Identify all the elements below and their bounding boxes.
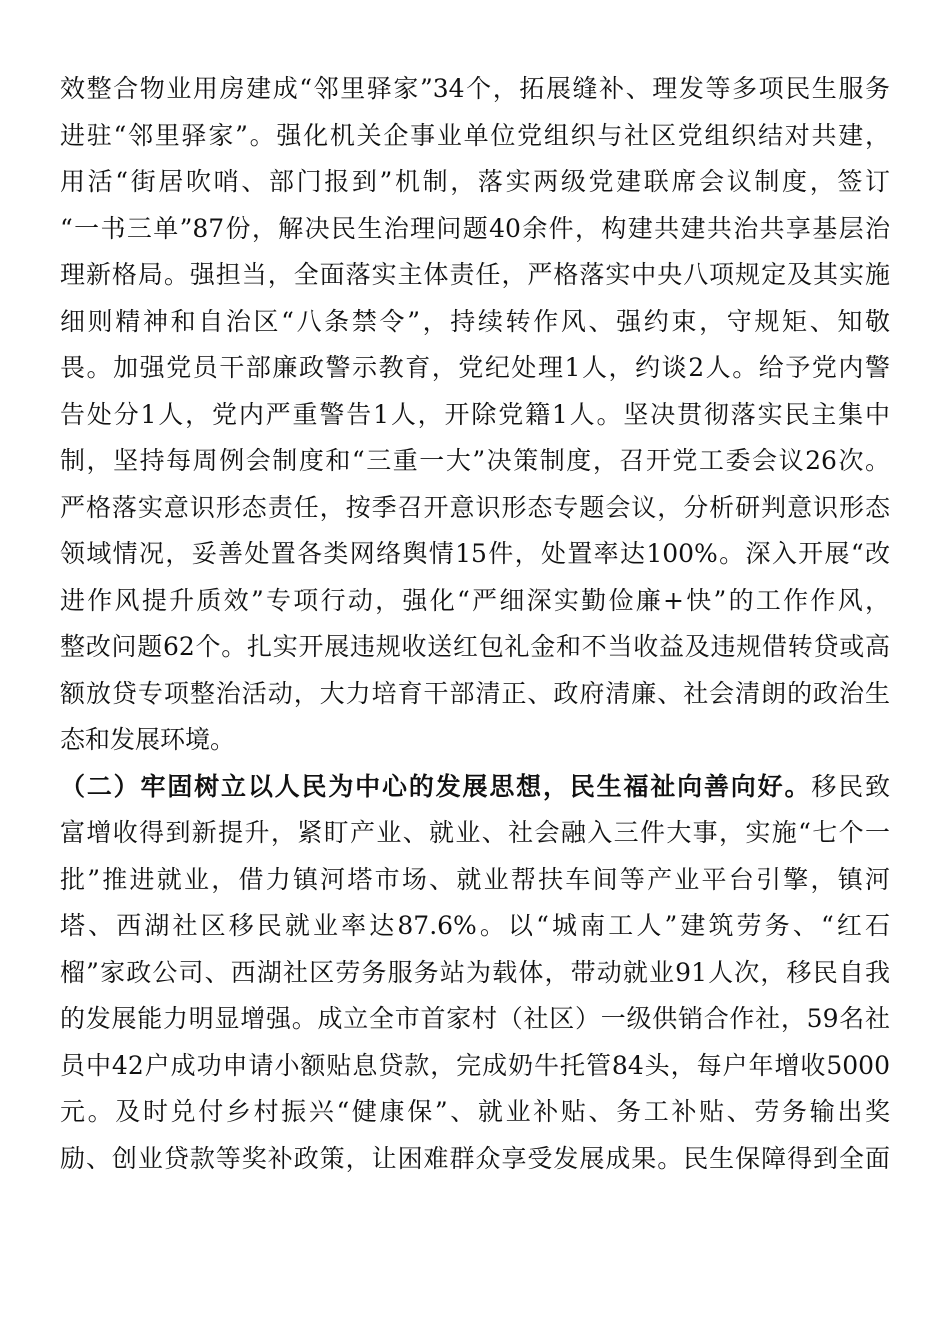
text-line: 效整合物业用房建成“邻里驿家”34个，拓展缝补、理发等多项民生服务 — [60, 74, 890, 103]
text-line: 细则精神和自治区“八条禁令”，持续转作风、强约束，守规矩、知敬 — [60, 306, 890, 336]
text-line: 严格落实意识形态责任，按季召开意识形态专题会议，分析研判意识形态 — [60, 492, 890, 522]
text-line: 态和发展环境。 — [60, 725, 236, 754]
section-heading: （二）牢固树立以人民为中心的发展思想，民生福祉向善向好。 — [60, 771, 812, 801]
text-line: 榴”家政公司、西湖社区劳务服务站为载体，带动就业91人次，移民自我 — [60, 957, 890, 987]
text-line: 领域情况，妥善处置各类网络舆情15件，处置率达100%。深入开展“改 — [60, 539, 890, 568]
text-line: 富增收得到新提升，紧盯产业、就业、社会融入三件大事，实施“七个一 — [60, 818, 890, 847]
text-line: 励、创业贷款等奖补政策，让困难群众享受发展成果。民生保障得到全面 — [60, 1143, 890, 1173]
text-line: 告处分1人，党内严重警告1人，开除党籍1人。坚决贯彻落实民主集中 — [60, 399, 890, 429]
text-line: 理新格局。强担当，全面落实主体责任，严格落实中央八项规定及其实施 — [60, 260, 890, 289]
text-line: 进作风提升质效”专项行动，强化“严细深实勤俭廉+快”的工作作风， — [60, 585, 890, 615]
text-line: 元。及时兑付乡村振兴“健康保”、就业补贴、务工补贴、劳务输出奖 — [60, 1097, 890, 1126]
paragraph-2 — [60, 764, 890, 1183]
text-line: “一书三单”87份，解决民生治理问题40余件，构建共建共治共享基层治 — [60, 213, 890, 243]
text-line: 制，坚持每周例会制度和“三重一大”决策制度，召开党工委会议26次。 — [60, 446, 890, 475]
text-line: 的发展能力明显增强。成立全市首家村（社区）一级供销合作社，59名社 — [60, 1004, 890, 1033]
text-line: 用活“街居吹哨、部门报到”机制，落实两级党建联席会议制度，签订 — [60, 167, 890, 196]
body-text — [60, 66, 890, 1182]
paragraph-first-line — [60, 764, 890, 811]
text-line: 进驻“邻里驿家”。强化机关企事业单位党组织与社区党组织结对共建， — [60, 120, 890, 150]
text-line: 塔、西湖社区移民就业率达87.6%。以“城南工人”建筑劳务、“红石 — [60, 911, 890, 940]
paragraph-1 — [60, 66, 890, 764]
text-line: 额放贷专项整治活动，大力培育干部清正、政府清廉、社会清朗的政治生 — [60, 678, 890, 708]
text-line: 员中42户成功申请小额贴息贷款，完成奶牛托管84头，每户年增收5000 — [60, 1050, 890, 1080]
heading-followup-text: 移民致 — [811, 771, 890, 801]
text-line: 整改问题62个。扎实开展违规收送红包礼金和不当收益及违规借转贷或高 — [60, 632, 890, 661]
text-line: 批”推进就业，借力镇河塔市场、就业帮扶车间等产业平台引擎，镇河 — [60, 864, 890, 894]
text-line: 畏。加强党员干部廉政警示教育，党纪处理1人，约谈2人。给予党内警 — [60, 353, 890, 382]
